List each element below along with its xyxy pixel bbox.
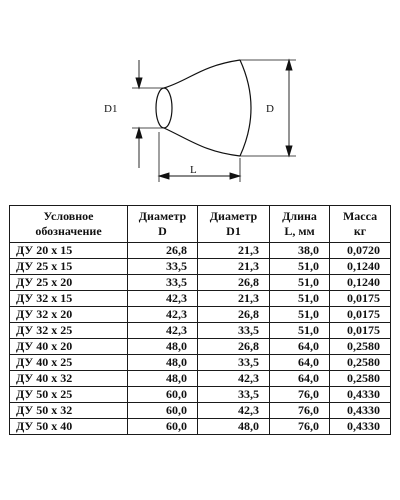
cell-designation: ДУ 25 х 20 [10,275,128,291]
table-row [10,307,391,323]
cell-length: 76,0 [270,419,330,435]
cell-designation: ДУ 40 х 25 [10,355,128,371]
dimension-l [159,173,240,179]
table-row [10,291,391,307]
cell-designation: ДУ 40 х 32 [10,371,128,387]
cell-diameter-d: 42,3 [128,291,198,307]
header-line: Диаметр [209,209,258,223]
table-row [10,419,391,435]
header-diameter-d [128,206,198,243]
cell-mass: 0,2580 [330,371,391,387]
cell-diameter-d: 33,5 [128,259,198,275]
cell-designation: ДУ 25 х 15 [10,259,128,275]
table-row [10,403,391,419]
table-row [10,323,391,339]
cell-diameter-d: 42,3 [128,323,198,339]
cell-diameter-d1: 21,3 [198,259,270,275]
reducer-outline [156,60,251,156]
large-end-arc [240,60,251,156]
cell-mass: 0,0175 [330,323,391,339]
cell-diameter-d: 60,0 [128,387,198,403]
cell-length: 64,0 [270,355,330,371]
cell-mass: 0,0720 [330,243,391,259]
extension-lines [132,60,296,182]
cell-mass: 0,1240 [330,275,391,291]
cell-mass: 0,4330 [330,419,391,435]
header-line: L, мм [284,224,315,238]
header-line: Масса [342,209,378,223]
reducer-drawing [0,0,400,200]
cell-mass: 0,1240 [330,259,391,275]
cell-length: 51,0 [270,291,330,307]
cell-diameter-d1: 42,3 [198,371,270,387]
cell-diameter-d: 60,0 [128,403,198,419]
header-line: кг [353,224,367,238]
cell-designation: ДУ 20 х 15 [10,243,128,259]
header-designation [10,206,128,243]
header-line: D [158,224,167,238]
cell-diameter-d1: 33,5 [198,387,270,403]
table-row [10,355,391,371]
cell-mass: 0,2580 [330,339,391,355]
cell-length: 64,0 [270,339,330,355]
table-row [10,387,391,403]
table-header [10,206,391,243]
cell-mass: 0,4330 [330,403,391,419]
label-d1: D1 [104,103,118,115]
header-line: Условное [43,209,94,223]
table-body [10,243,391,435]
cell-mass: 0,0175 [330,307,391,323]
label-d: D [266,103,274,115]
cell-diameter-d: 33,5 [128,275,198,291]
table-row [10,339,391,355]
header-line: D1 [226,224,241,238]
dimension-d [286,60,292,156]
cell-length: 51,0 [270,323,330,339]
cell-diameter-d: 60,0 [128,419,198,435]
cell-mass: 0,0175 [330,291,391,307]
header-line: Длина [282,209,317,223]
cell-diameter-d: 26,8 [128,243,198,259]
cell-diameter-d1: 26,8 [198,307,270,323]
cell-designation: ДУ 50 х 25 [10,387,128,403]
table-row [10,275,391,291]
cell-mass: 0,4330 [330,387,391,403]
header-line: Диаметр [138,209,187,223]
header-mass [330,206,391,243]
cell-designation: ДУ 32 х 20 [10,307,128,323]
cell-diameter-d1: 26,8 [198,275,270,291]
cell-diameter-d: 48,0 [128,355,198,371]
table-row [10,371,391,387]
reducer-lower-edge [164,128,240,156]
cell-length: 64,0 [270,371,330,387]
header-length [270,206,330,243]
cell-diameter-d1: 48,0 [198,419,270,435]
cell-diameter-d: 48,0 [128,339,198,355]
cell-mass: 0,2580 [330,355,391,371]
cell-length: 51,0 [270,275,330,291]
cell-diameter-d1: 21,3 [198,291,270,307]
header-line: обозначение [35,224,102,238]
cell-length: 76,0 [270,403,330,419]
table-row [10,259,391,275]
cell-designation: ДУ 40 х 20 [10,339,128,355]
cell-designation: ДУ 50 х 32 [10,403,128,419]
cell-length: 51,0 [270,307,330,323]
cell-length: 38,0 [270,243,330,259]
header-row [10,206,391,243]
cell-designation: ДУ 50 х 40 [10,419,128,435]
dimensions-table [9,205,391,435]
cell-designation: ДУ 32 х 15 [10,291,128,307]
cell-diameter-d: 42,3 [128,307,198,323]
cell-diameter-d1: 33,5 [198,323,270,339]
cell-length: 51,0 [270,259,330,275]
cell-designation: ДУ 32 х 25 [10,323,128,339]
reducer-upper-edge [164,60,240,88]
cell-diameter-d1: 33,5 [198,355,270,371]
table-row [10,243,391,259]
cell-diameter-d1: 21,3 [198,243,270,259]
cell-length: 76,0 [270,387,330,403]
label-l: L [190,164,197,176]
dimension-d1 [136,60,142,168]
cell-diameter-d: 48,0 [128,371,198,387]
small-end-ellipse [156,88,172,128]
cell-diameter-d1: 42,3 [198,403,270,419]
cell-diameter-d1: 26,8 [198,339,270,355]
header-diameter-d1 [198,206,270,243]
